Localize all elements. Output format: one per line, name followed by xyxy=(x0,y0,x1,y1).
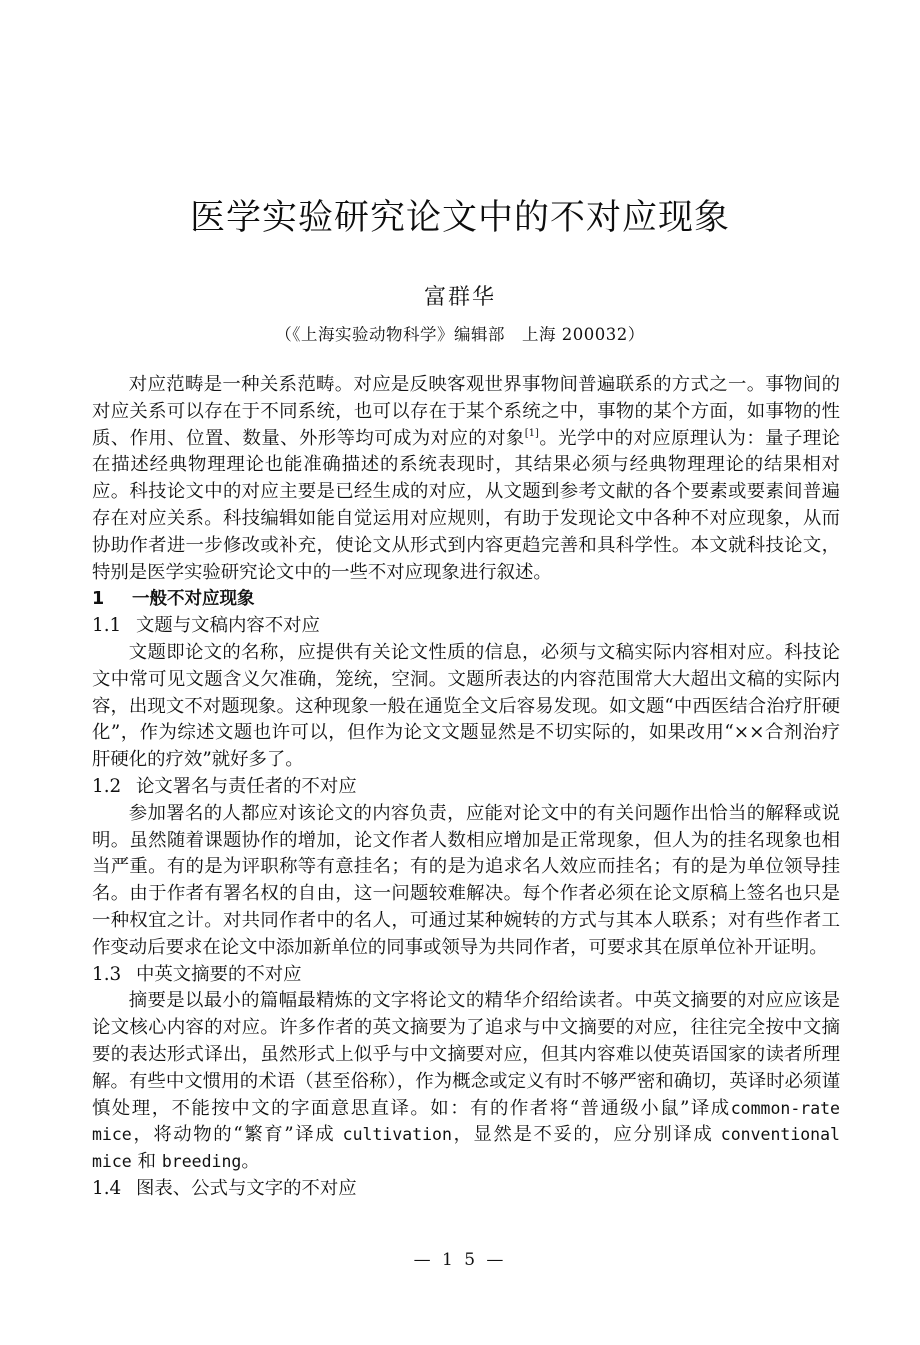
paragraph-1-3 xyxy=(92,988,840,1176)
subsection-number: 1.1 xyxy=(92,615,122,637)
subsection-heading-1-3 xyxy=(92,962,840,989)
article-body xyxy=(92,372,840,1203)
subsection-title: 图表、公式与文字的不对应 xyxy=(136,1177,357,1199)
paragraph-text: ，将动物的“繁育”译成 xyxy=(131,1124,336,1146)
intro-text-2: 。光学中的对应原理认为：量子理论在描述经典物理理论也能准确描述的系统表现时，其结果必须与经典物理理论的结果相对应。科技论文中的对应主要是已经生成的对应，从文题到参考文献的各个要素或要素间普遍存在对应关系。科技编辑如能自觉运用对应规则，有助于发现论文中各种不对应现象，从而协助作者进一步修改或补充，使论文从形式到内容更趋完善和具科学性。本文就科技论文，特别是医学实验研究论文中的一些不对应现象进行叙述。 xyxy=(92,427,840,583)
english-term: conventional mice xyxy=(92,1125,840,1172)
intro-text-1: 对应范畴是一种关系范畴。对应是反映客观世界事物间普遍联系的方式之一。事物间的对应关系可以存在于不同系统，也可以存在于某个系统之中，事物的某个方面，如事物的性质、作用、位置、数量、外形等均可成为对应的对象 xyxy=(92,374,840,449)
author-affiliation: （《上海实验动物科学》编辑部 上海 200032） xyxy=(275,325,645,344)
subsection-heading-1-2 xyxy=(92,774,840,801)
citation-ref[interactable]: [1] xyxy=(524,427,539,439)
paragraph-text: ，显然是不妥的，应分别译成 xyxy=(451,1124,714,1146)
paragraph-text: 摘要是以最小的篇幅最精炼的文字将论文的精华介绍给读者。中英文摘要的对应应该是论文核心内容的对应。许多作者的英文摘要为了追求与中文摘要的对应，往往完全按中文摘要的表达形式译出，虽然形式上似乎与中文摘要对应，但其内容难以使英语国家的读者所理解。有些中文惯用的术语（甚至俗称），作为概念或定义有时不够严密和确切，英译时必须谨慎处理，不能按中文的字面意思直译。如：有的作者将“普通级小鼠”译成 xyxy=(92,990,840,1119)
subsection-heading-1-1 xyxy=(92,613,840,640)
paragraph-text: 和 xyxy=(137,1151,157,1173)
section-number: 1 xyxy=(92,589,105,610)
author-name: 富群华 xyxy=(423,285,496,310)
article-title: 医学实验研究论文中的不对应现象 xyxy=(189,198,730,238)
paragraph-1-2: 参加署名的人都应对该论文的内容负责，应能对论文中的有关问题作出恰当的解释或说明。虽然随着课题协作的增加，论文作者人数相应增加是正常现象，但人为的挂名现象也相当严重。有的是为评职称等有意挂名；有的是为追求名人效应而挂名；有的是为单位领导挂名。由于作者有署名权的自由，这一问题较难解决。每个作者必须在论文原稿上签名也只是一种权宜之计。对共同作者中的名人，可通过某种婉转的方式与其本人联系；对有些作者工作变动后要求在论文中添加新单位的同事或领导为共同作者，可要求其在原单位补开证明。 xyxy=(92,802,840,958)
subsection-number: 1.4 xyxy=(92,1177,122,1199)
section-heading xyxy=(92,586,840,613)
paragraph-text: 。 xyxy=(241,1151,260,1173)
subsection-heading-1-4 xyxy=(92,1176,840,1203)
section-title: 一般不对应现象 xyxy=(132,589,255,610)
subsection-number: 1.2 xyxy=(92,775,122,797)
subsection-title: 中英文摘要的不对应 xyxy=(136,963,302,985)
english-term: cultivation xyxy=(342,1125,452,1145)
subsection-number: 1.3 xyxy=(92,963,122,985)
english-term: common-rate mice xyxy=(92,1098,840,1145)
english-term: breeding xyxy=(161,1152,242,1172)
intro-paragraph xyxy=(92,372,840,586)
page-number: — 1 5 — xyxy=(413,1250,507,1270)
subsection-title: 论文署名与责任者的不对应 xyxy=(136,775,357,797)
subsection-title: 文题与文稿内容不对应 xyxy=(136,615,320,637)
paragraph-1-1: 文题即论文的名称，应提供有关论文性质的信息，必须与文稿实际内容相对应。科技论文中常可见文题含义欠准确，笼统，空洞。文题所表达的内容范围常大大超出文稿的实际内容，出现文不对题现象。这种现象一般在通览全文后容易发现。如文题“中西医结合治疗肝硬化”，作为综述文题也许可以，但作为论文文题显然是不切实际的，如果改用“××合剂治疗肝硬化的疗效”就好多了。 xyxy=(92,641,840,771)
